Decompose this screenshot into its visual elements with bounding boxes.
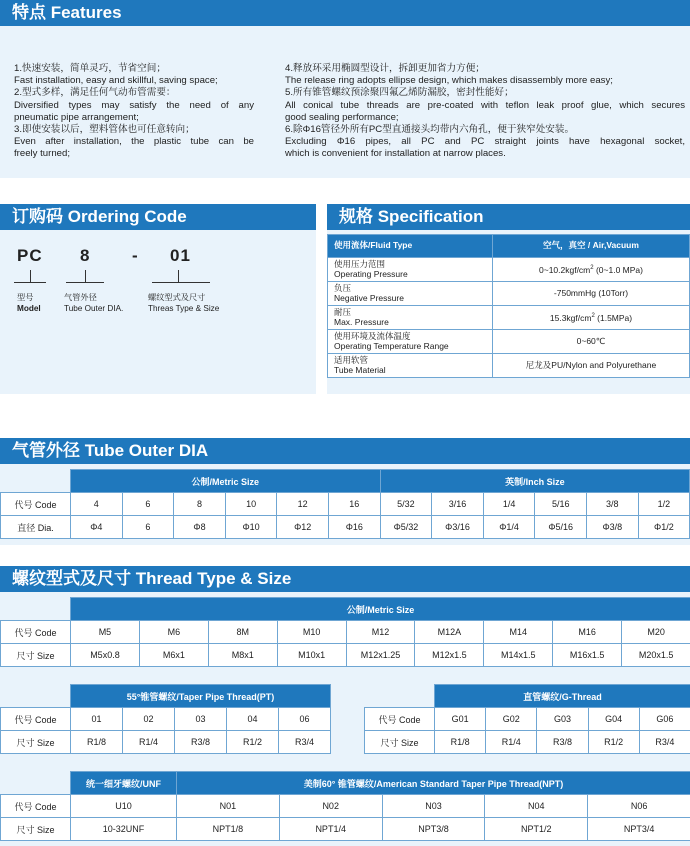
tube-dia-cell: Φ8	[174, 516, 226, 539]
spec-title: 规格 Specification	[339, 207, 484, 226]
thread-code-cell: M16	[553, 621, 622, 644]
tube-dia-cell: Φ16	[328, 516, 380, 539]
feature-line: Diversified types may satisfy the need of any	[14, 99, 254, 111]
order-label-dia: 气管外径 Tube Outer DIA.	[64, 293, 124, 313]
spec-row: 适用软管 Tube Material 尼龙及PU/Nylon and Polyurethane	[328, 354, 690, 378]
feature-line: Even after installation, the plastic tube can be	[14, 136, 254, 148]
thread-code-cell: M10	[277, 621, 346, 644]
thread-code-cell: G03	[537, 708, 588, 731]
thread-size-cell: R3/8	[537, 731, 588, 754]
thread-size-cell: R3/4	[639, 731, 690, 754]
tube-table	[0, 469, 690, 539]
tube-code-cell: 16	[328, 493, 380, 516]
order-label-thread: 螺纹型式及尺寸 Threas Type & Size	[148, 293, 220, 313]
thread-metric-size-row: 尺寸 Size M5x0.8 M6x1 M8x1 M10x1 M12x1.25 M12x1.5 M14x1.5 M16x1.5 M20x1.5	[1, 644, 690, 667]
thread-size-cell: M10x1	[277, 644, 346, 667]
thread-size-cell: NPT1/4	[279, 818, 382, 841]
thread-code-cell: 04	[227, 708, 279, 731]
thread-code-cell: 02	[123, 708, 175, 731]
thread-unf-npt-table	[0, 771, 690, 841]
thread-size-cell: M12x1.5	[415, 644, 484, 667]
order-code-connector	[152, 282, 210, 283]
thread-code-cell: 01	[71, 708, 123, 731]
thread-code-cell: G06	[639, 708, 690, 731]
feature-line: The release ring adopts ellipse design, which makes disassembly more easy;	[285, 75, 613, 87]
tube-dia-cell: 6	[122, 516, 174, 539]
tube-dia-cell: Φ5/16	[535, 516, 587, 539]
thread-unf-header: 统一细牙螺纹/UNF	[71, 772, 177, 795]
thread-size-cell: R1/4	[123, 731, 175, 754]
tube-dia-row: 直径 Dia. Φ4 6 Φ8 Φ10 Φ12 Φ16 Φ5/32 Φ3/16 Φ1/4 Φ5/16 Φ3/8 Φ1/2	[1, 516, 690, 539]
tube-code-cell: 5/16	[535, 493, 587, 516]
tube-code-cell: 1/4	[483, 493, 535, 516]
thread-size-cell: 10-32UNF	[71, 818, 177, 841]
order-code-dash: -	[132, 246, 139, 265]
spec-row: 使用环境及流体温度 Operating Temperature Range 0~60℃	[328, 330, 690, 354]
thread-pt-header: 55°锥管螺纹/Taper Pipe Thread(PT)	[71, 685, 331, 708]
thread-metric-table	[0, 597, 690, 667]
tube-dia-cell: Φ10	[225, 516, 277, 539]
spec-table	[327, 234, 690, 378]
order-code-thread: 01	[170, 246, 191, 265]
thread-metric-header: 公制/Metric Size	[71, 598, 690, 621]
tube-code-cell: 4	[71, 493, 123, 516]
order-label-model: 型号 Model	[17, 293, 41, 313]
thread-code-cell: N04	[485, 795, 588, 818]
spec-row: 使用压力范围 Operating Pressure $0\sim 10.2kgf/cm^2$ (0~1.0 MPa)	[328, 258, 690, 282]
thread-code-cell: M6	[139, 621, 208, 644]
thread-g-table	[364, 684, 690, 754]
thread-code-cell: M12	[346, 621, 415, 644]
thread-size-cell: M6x1	[139, 644, 208, 667]
thread-code-cell: G04	[588, 708, 639, 731]
feature-line: which is convenient for installation at narrow places.	[285, 148, 506, 160]
spec-row: 负压 Negative Pressure -750mmHg (10Torr)	[328, 282, 690, 306]
thread-g-header: 直管螺纹/G-Thread	[435, 685, 690, 708]
order-code-connector	[178, 270, 179, 282]
ordering-title-bar	[0, 204, 316, 230]
feature-line: freely turned;	[14, 148, 70, 160]
features-title: 特点 Features	[12, 3, 122, 22]
thread-code-cell: G02	[486, 708, 537, 731]
thread-size-cell: M8x1	[208, 644, 277, 667]
order-code-model: PC	[17, 246, 43, 265]
thread-size-cell: R3/4	[279, 731, 331, 754]
thread-code-cell: N03	[382, 795, 485, 818]
thread-g-size-row: 尺寸 Size R1/8 R1/4 R3/8 R1/2 R3/4	[365, 731, 690, 754]
spec-row: 耐压 Max. Pressure $15.3kgf/cm^2$ (1.5MPa)	[328, 306, 690, 330]
thread-size-cell: NPT3/4	[588, 818, 690, 841]
tube-code-cell: 6	[122, 493, 174, 516]
tube-title-bar	[0, 438, 690, 464]
tube-code-cell: 3/16	[432, 493, 484, 516]
thread-pt-table	[0, 684, 331, 754]
order-code-connector	[14, 282, 46, 283]
features-left-column	[14, 63, 254, 161]
tube-title: 气管外径 Tube Outer DIA	[12, 441, 209, 460]
thread-size-cell: NPT1/2	[485, 818, 588, 841]
feature-line: 4.释放环采用椭圆型设计，拆卸更加省力方便；	[285, 63, 485, 74]
thread-metric-code-row: 代号 Code M5 M6 8M M10 M12 M12A M14 M16 M20	[1, 621, 690, 644]
thread-npt-size-row: 尺寸 Size 10-32UNF NPT1/8 NPT1/4 NPT3/8 NPT1/2 NPT3/4	[1, 818, 690, 841]
tube-code-cell: 10	[225, 493, 277, 516]
thread-size-cell: NPT1/8	[177, 818, 280, 841]
thread-code-cell: M20	[622, 621, 690, 644]
thread-size-cell: M5x0.8	[71, 644, 140, 667]
feature-line: pneumatic pipe arrangement;	[14, 111, 139, 123]
tube-dia-cell: Φ1/2	[638, 516, 690, 539]
tube-code-row: 代号 Code 4 6 8 10 12 16 5/32 3/16 1/4 5/16 3/8 1/2	[1, 493, 690, 516]
thread-code-cell: M14	[484, 621, 553, 644]
spec-header-row	[328, 235, 690, 258]
thread-code-cell: 06	[279, 708, 331, 731]
thread-code-cell: N06	[588, 795, 690, 818]
thread-code-cell: N01	[177, 795, 280, 818]
thread-code-cell: N02	[279, 795, 382, 818]
feature-line: good sealing performance;	[285, 111, 399, 123]
thread-code-cell: M12A	[415, 621, 484, 644]
tube-dia-cell: Φ12	[277, 516, 329, 539]
thread-size-cell: NPT3/8	[382, 818, 485, 841]
features-right-column	[285, 63, 685, 161]
feature-line: 6.除Φ16管径外所有PC型直通接头均带内六角孔，便于狭窄处安装。	[285, 124, 575, 136]
thread-code-cell: 8M	[208, 621, 277, 644]
thread-pt-code-row: 代号 Code 01 02 03 04 06	[1, 708, 331, 731]
thread-size-cell: R1/2	[588, 731, 639, 754]
thread-code-cell: U10	[71, 795, 177, 818]
feature-line: Excluding Φ16 pipes, all PC and PC straight joints have hexagonal socket,	[285, 136, 685, 148]
thread-size-cell: R1/8	[435, 731, 486, 754]
spec-header-value: 空气，真空 / Air,Vacuum	[493, 235, 690, 258]
tube-code-cell: 3/8	[587, 493, 639, 516]
feature-line: All conical tube threads are pre-coated with teflon leak proof glue, which secures	[285, 99, 685, 111]
tube-code-cell: 12	[277, 493, 329, 516]
ordering-title: 订购码 Ordering Code	[12, 207, 187, 226]
thread-size-cell: R1/8	[71, 731, 123, 754]
thread-npt-header: 美制60° 锥管螺纹/American Standard Taper Pipe Thread(NPT)	[177, 772, 690, 795]
spec-title-bar	[327, 204, 690, 230]
tube-dia-cell: Φ5/32	[380, 516, 432, 539]
thread-g-code-row: 代号 Code G01 G02 G03 G04 G06	[365, 708, 690, 731]
tube-metric-header: 公制/Metric Size	[71, 470, 381, 493]
thread-title: 螺纹型式及尺寸 Thread Type & Size	[12, 569, 292, 588]
order-code-connector	[30, 270, 31, 282]
thread-pt-size-row: 尺寸 Size R1/8 R1/4 R3/8 R1/2 R3/4	[1, 731, 331, 754]
features-title-bar	[0, 0, 690, 26]
order-code-dia: 8	[80, 246, 91, 265]
thread-code-cell: M5	[71, 621, 140, 644]
thread-size-cell: R1/2	[227, 731, 279, 754]
feature-line: 1.快速安装，简单灵巧，节省空间；	[14, 63, 166, 74]
thread-code-cell: G01	[435, 708, 486, 731]
tube-code-cell: 1/2	[638, 493, 690, 516]
thread-npt-code-row: 代号 Code U10 N01 N02 N03 N04 N06	[1, 795, 690, 818]
feature-line: 3.即使安装以后，塑料管体也可任意转向；	[14, 124, 195, 136]
thread-size-cell: M20x1.5	[622, 644, 690, 667]
thread-size-cell: M14x1.5	[484, 644, 553, 667]
thread-size-cell: M16x1.5	[553, 644, 622, 667]
tube-code-cell: 5/32	[380, 493, 432, 516]
feature-line: 5.所有锥管螺纹预涂聚四氟乙烯防漏胶，密封性能好；	[285, 87, 514, 99]
thread-size-cell: R1/4	[486, 731, 537, 754]
tube-dia-cell: Φ4	[71, 516, 123, 539]
tube-dia-cell: Φ3/8	[587, 516, 639, 539]
order-code-connector	[85, 270, 86, 282]
tube-dia-cell: Φ1/4	[483, 516, 535, 539]
tube-inch-header: 英制/Inch Size	[380, 470, 690, 493]
tube-dia-cell: Φ3/16	[432, 516, 484, 539]
thread-code-cell: 03	[175, 708, 227, 731]
tube-code-cell: 8	[174, 493, 226, 516]
feature-line: Fast installation, easy and skillful, saving space;	[14, 75, 218, 87]
thread-title-bar	[0, 566, 690, 592]
thread-size-cell: M12x1.25	[346, 644, 415, 667]
order-code-connector	[66, 282, 104, 283]
thread-size-cell: R3/8	[175, 731, 227, 754]
feature-line: 2.型式多样，满足任何气动布管需要：	[14, 87, 176, 99]
spec-header-fluid: 使用流体/Fluid Type	[328, 235, 493, 258]
